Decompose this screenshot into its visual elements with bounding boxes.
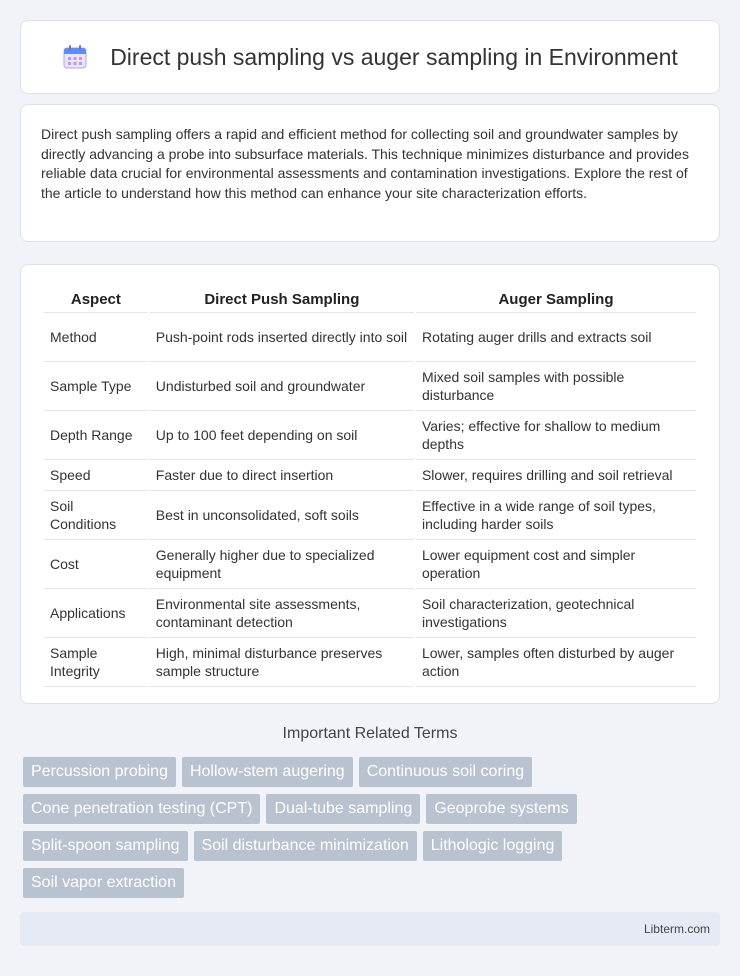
table-cell-aspect: Sample Integrity	[44, 638, 148, 687]
related-term-tag[interactable]: Geoprobe systems	[426, 794, 576, 824]
table-header-row	[44, 285, 696, 313]
calendar-icon	[62, 44, 88, 70]
table-row	[44, 491, 696, 540]
comparison-table	[42, 285, 698, 687]
related-term-tag[interactable]: Percussion probing	[23, 757, 176, 787]
related-term-tag[interactable]: Soil vapor extraction	[23, 868, 184, 898]
table-cell-auger: Slower, requires drilling and soil retrieval	[416, 460, 696, 491]
table-cell-aspect: Applications	[44, 589, 148, 638]
related-terms-heading: Important Related Terms	[282, 725, 458, 742]
table-row	[44, 638, 696, 687]
table-cell-aspect: Cost	[44, 540, 148, 589]
table-cell-auger: Lower, samples often disturbed by auger action	[416, 638, 696, 687]
table-cell-auger: Varies; effective for shallow to medium depths	[416, 411, 696, 460]
related-term-tag[interactable]: Dual-tube sampling	[266, 794, 420, 824]
table-cell-aspect: Speed	[44, 460, 148, 491]
column-header-aspect: Aspect	[44, 285, 148, 313]
related-term-tag[interactable]: Split-spoon sampling	[23, 831, 188, 861]
column-header-auger: Auger Sampling	[416, 285, 696, 313]
page-title: Direct push sampling vs auger sampling in Environment	[110, 43, 678, 70]
related-term-tag[interactable]: Hollow-stem augering	[182, 757, 353, 787]
table-cell-aspect: Method	[44, 313, 148, 362]
table-row	[44, 460, 696, 491]
table-cell-direct-push: Best in unconsolidated, soft soils	[150, 491, 414, 540]
table-cell-auger: Mixed soil samples with possible disturbance	[416, 362, 696, 411]
comparison-card	[20, 264, 720, 704]
related-term-tag[interactable]: Soil disturbance minimization	[194, 831, 417, 861]
table-cell-direct-push: Up to 100 feet depending on soil	[150, 411, 414, 460]
table-cell-auger: Soil characterization, geotechnical investigations	[416, 589, 696, 638]
related-term-tag[interactable]: Continuous soil coring	[359, 757, 532, 787]
table-cell-direct-push: Faster due to direct insertion	[150, 460, 414, 491]
related-term-tag[interactable]: Cone penetration testing (CPT)	[23, 794, 260, 824]
footer-site-link[interactable]: Libterm.com	[643, 922, 710, 936]
table-cell-aspect: Depth Range	[44, 411, 148, 460]
intro-card	[20, 104, 720, 242]
table-row	[44, 313, 696, 362]
table-row	[44, 411, 696, 460]
table-cell-direct-push: Environmental site assessments, contaminant detection	[150, 589, 414, 638]
related-term-tag[interactable]: Lithologic logging	[423, 831, 563, 861]
table-cell-direct-push: Undisturbed soil and groundwater	[150, 362, 414, 411]
table-cell-auger: Lower equipment cost and simpler operation	[416, 540, 696, 589]
table-row	[44, 589, 696, 638]
column-header-direct-push: Direct Push Sampling	[150, 285, 414, 313]
intro-paragraph: Direct push sampling offers a rapid and efficient method for collecting soil and groundwater samples by directly advancing a probe into subsurface materials. This technique minimizes disturbance and provides reliable data crucial for environmental assessments and contamination investigations. Explore the rest of the article to understand how this method can enhance your site characterization efforts.	[41, 126, 689, 201]
table-cell-auger: Rotating auger drills and extracts soil	[416, 313, 696, 362]
header-card	[20, 20, 720, 94]
table-cell-direct-push: Generally higher due to specialized equipment	[150, 540, 414, 589]
table-row	[44, 540, 696, 589]
footer	[20, 912, 720, 946]
table-cell-aspect: Soil Conditions	[44, 491, 148, 540]
table-cell-direct-push: High, minimal disturbance preserves sample structure	[150, 638, 414, 687]
table-cell-aspect: Sample Type	[44, 362, 148, 411]
related-terms-list	[23, 757, 723, 898]
table-row	[44, 362, 696, 411]
table-cell-auger: Effective in a wide range of soil types, including harder soils	[416, 491, 696, 540]
table-cell-direct-push: Push-point rods inserted directly into soil	[150, 313, 414, 362]
